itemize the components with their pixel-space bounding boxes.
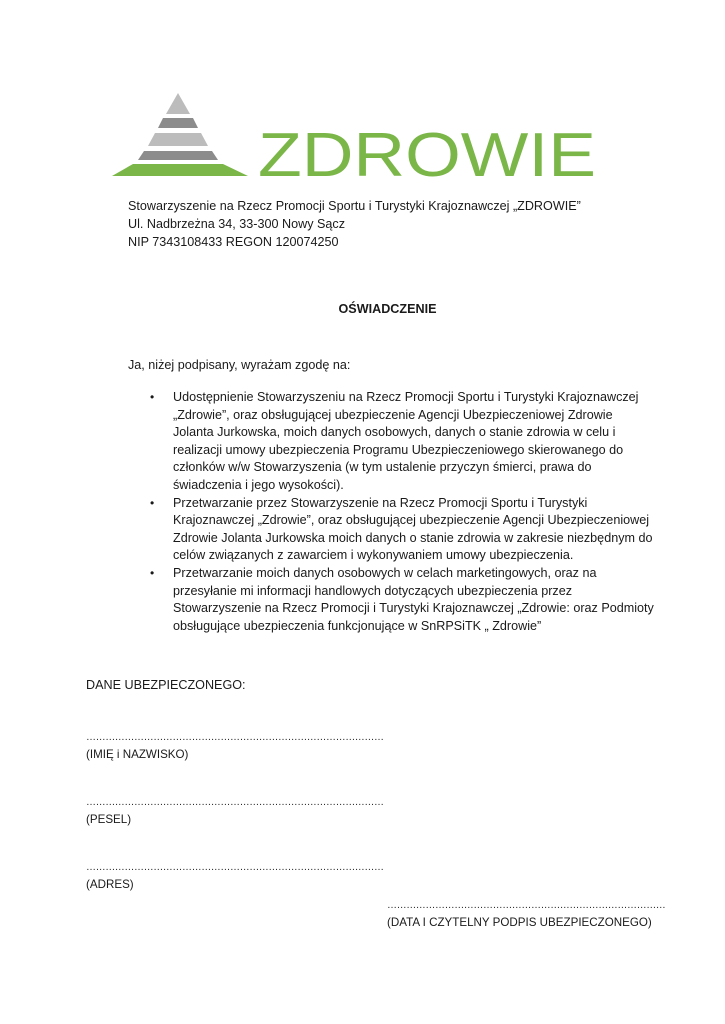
consent-text-line: Stowarzyszenie na Rzecz Promocji i Turystyki Krajoznawczej „Zdrowie: oraz Podmioty [173, 601, 654, 616]
pesel-field-line: ………………………………………………………………………………… [86, 797, 384, 808]
consent-text-line: Zdrowie Jolanta Jurkowska moich danych o stanie zdrowia w zakresie niezbędnym do [173, 530, 653, 545]
pesel-field-label: (PESEL) [86, 813, 132, 826]
consent-text-line: Udostępnienie Stowarzyszeniu na Rzecz Promocji Sportu i Turystyki Krajoznawczej [173, 390, 639, 404]
insured-section-label: DANE UBEZPIECZONEGO: [86, 678, 246, 692]
consent-text-line: celów związanych z zawarciem i wykonywaniem umowy ubezpieczenia. [173, 548, 574, 563]
consent-text-line: Krajoznawczej „Zdrowie”, oraz obsługującej ubezpieczenie Agencji Ubezpieczeniowej [173, 513, 650, 528]
consent-text-line: Przetwarzanie moich danych osobowych w celach marketingowych, oraz na [173, 565, 597, 580]
logo-pyramid-top [166, 93, 190, 114]
name-field-line: ………………………………………………………………………………… [86, 732, 384, 743]
name-field[interactable] [86, 731, 384, 763]
bullet-icon: • [150, 565, 155, 580]
bullet-icon: • [150, 495, 155, 510]
consent-text-line: Przetwarzanie przez Stowarzyszenie na Rzecz Promocji Sportu i Turystyki [173, 495, 588, 510]
bullet-icon: • [150, 390, 155, 404]
address-field-label: (ADRES) [86, 878, 134, 891]
pesel-field[interactable] [86, 796, 384, 828]
organization-address: Ul. Nadbrzeżna 34, 33-300 Nowy Sącz [128, 217, 346, 231]
organization-ids: NIP 7343108433 REGON 120074250 [128, 235, 339, 249]
consent-item [150, 389, 650, 495]
consent-text-line: członków w/w Stowarzyszenia (w tym ustalenie przyczyn śmierci, prawa do [173, 460, 592, 475]
consent-text-line: Jolanta Jurkowska, moich danych osobowych, danych o stanie zdrowia w celu i [173, 425, 616, 440]
consent-text-line: realizacji umowy ubezpieczenia Programu Ubezpieczeniowego skierowanego do [173, 442, 624, 457]
signature-field-label: (DATA I CZYTELNY PODPIS UBEZPIECZONEGO) [387, 916, 652, 929]
logo-pyramid-tier-3 [148, 133, 208, 146]
consent-text-line: świadczenia i jego wysokości). [173, 477, 344, 492]
consent-text-line: obsługujące ubezpieczenia funkcjonujące w SnRPSiTK „ Zdrowie” [173, 618, 542, 633]
organization-header [128, 197, 581, 251]
zdrowie-logo [108, 88, 608, 190]
consent-intro: Ja, niżej podpisany, wyrażam zgodę na: [128, 358, 351, 372]
logo-graphic [108, 88, 608, 190]
consent-text-line: przesyłanie mi informacji handlowych dotyczących ubezpieczenia przez [173, 583, 572, 598]
logo-pyramid-base [112, 164, 248, 176]
organization-name: Stowarzyszenie na Rzecz Promocji Sportu i Turystyki Krajoznawczej „ZDROWIE” [128, 199, 581, 213]
signature-field-line: …………………………………………………………………………… [387, 900, 666, 911]
name-field-label: (IMIĘ i NAZWISKO) [86, 748, 189, 761]
signature-field[interactable] [387, 899, 666, 931]
logo-pyramid-tier-2 [158, 118, 198, 128]
logo-wordmark: ZDROWIE [258, 121, 596, 190]
consent-item [150, 565, 654, 635]
consent-item [150, 495, 653, 565]
address-field[interactable] [86, 861, 384, 893]
document-title: OŚWIADCZENIE [338, 302, 437, 316]
address-field-line: ………………………………………………………………………………… [86, 862, 384, 873]
consent-text-line: „Zdrowie”, oraz obsługującej ubezpieczenie Agencji Ubezpieczeniowej Zdrowie [173, 407, 613, 422]
logo-pyramid-tier-4 [138, 151, 218, 160]
consent-list [150, 389, 654, 635]
